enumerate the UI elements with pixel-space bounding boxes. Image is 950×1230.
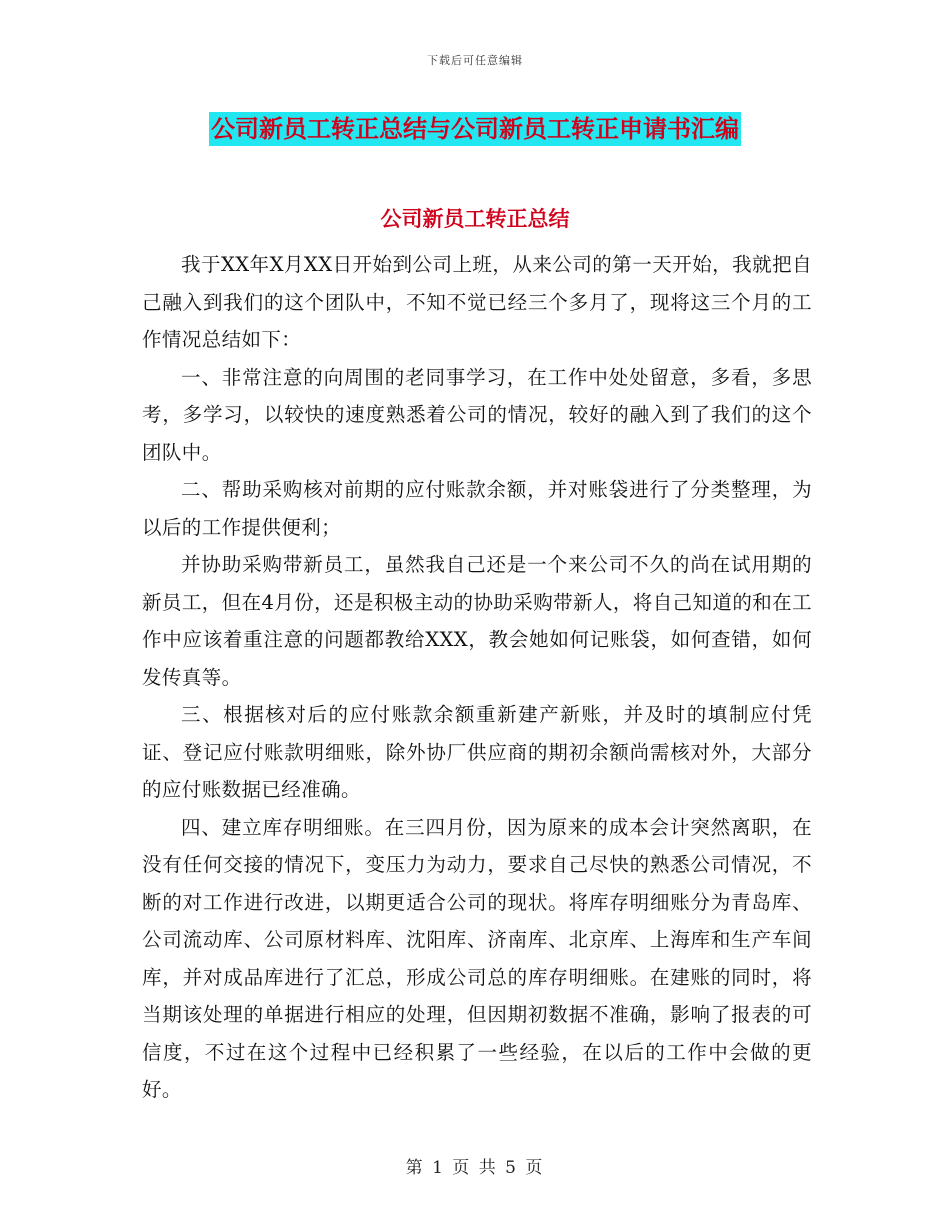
paragraph: 一、非常注意的向周围的老同事学习，在工作中处处留意，多看，多思考，多学习，以较快的速度熟悉着公司的情况，较好的融入到了我们的这个团队中。 bbox=[142, 365, 812, 464]
paragraph: 二、帮助采购核对前期的应付账款余额，并对账袋进行了分类整理，为以后的工作提供便利； bbox=[142, 478, 812, 539]
page-number-footer: 第 1 页 共 5 页 bbox=[405, 1158, 545, 1178]
section-title: 公司新员工转正总结 bbox=[380, 207, 570, 231]
main-title-text: 公司新员工转正总结与公司新员工转正申请书汇编 bbox=[209, 112, 741, 146]
document-main-title bbox=[0, 112, 950, 146]
page-header-note: 下载后可任意编辑 bbox=[427, 54, 523, 67]
paragraph: 三、根据核对后的应付账款余额重新建产新账，并及时的填制应付凭证、登记应付账款明细账，除外协厂供应商的期初余额尚需核对外，大部分的应付账数据已经准确。 bbox=[142, 703, 812, 801]
paragraph: 四、建立库存明细账。在三四月份，因为原来的成本会计突然离职，在没有任何交接的情况下，变压力为动力，要求自己尽快的熟悉公司情况，不断的对工作进行改进，以期更适合公司的现状。将库存明细账分为青岛库、公司流动库、公司原材料库、沈阳库、济南库、北京库、上海库和生产车间库，并对成品库进行了汇总，形成公司总的库存明细账。在建账的同时，将当期该处理的单据进行相应的处理，但因期初数据不准确，影响了报表的可信度，不过在这个过程中已经积累了一些经验，在以后的工作中会做的更好。 bbox=[142, 815, 812, 1101]
paragraph: 并协助采购带新员工，虽然我自己还是一个来公司不久的尚在试用期的新员工，但在4月份，还是积极主动的协助采购带新人，将自己知道的和在工作中应该着重注意的问题都教给XXX，教会她如何记账袋，如何查错，如何发传真等。 bbox=[142, 553, 812, 689]
document-body bbox=[142, 246, 812, 1109]
paragraph: 我于XX年X月XX日开始到公司上班，从来公司的第一天开始，我就把自己融入到我们的这个团队中，不知不觉已经三个多月了，现将这三个月的工作情况总结如下： bbox=[142, 253, 812, 351]
